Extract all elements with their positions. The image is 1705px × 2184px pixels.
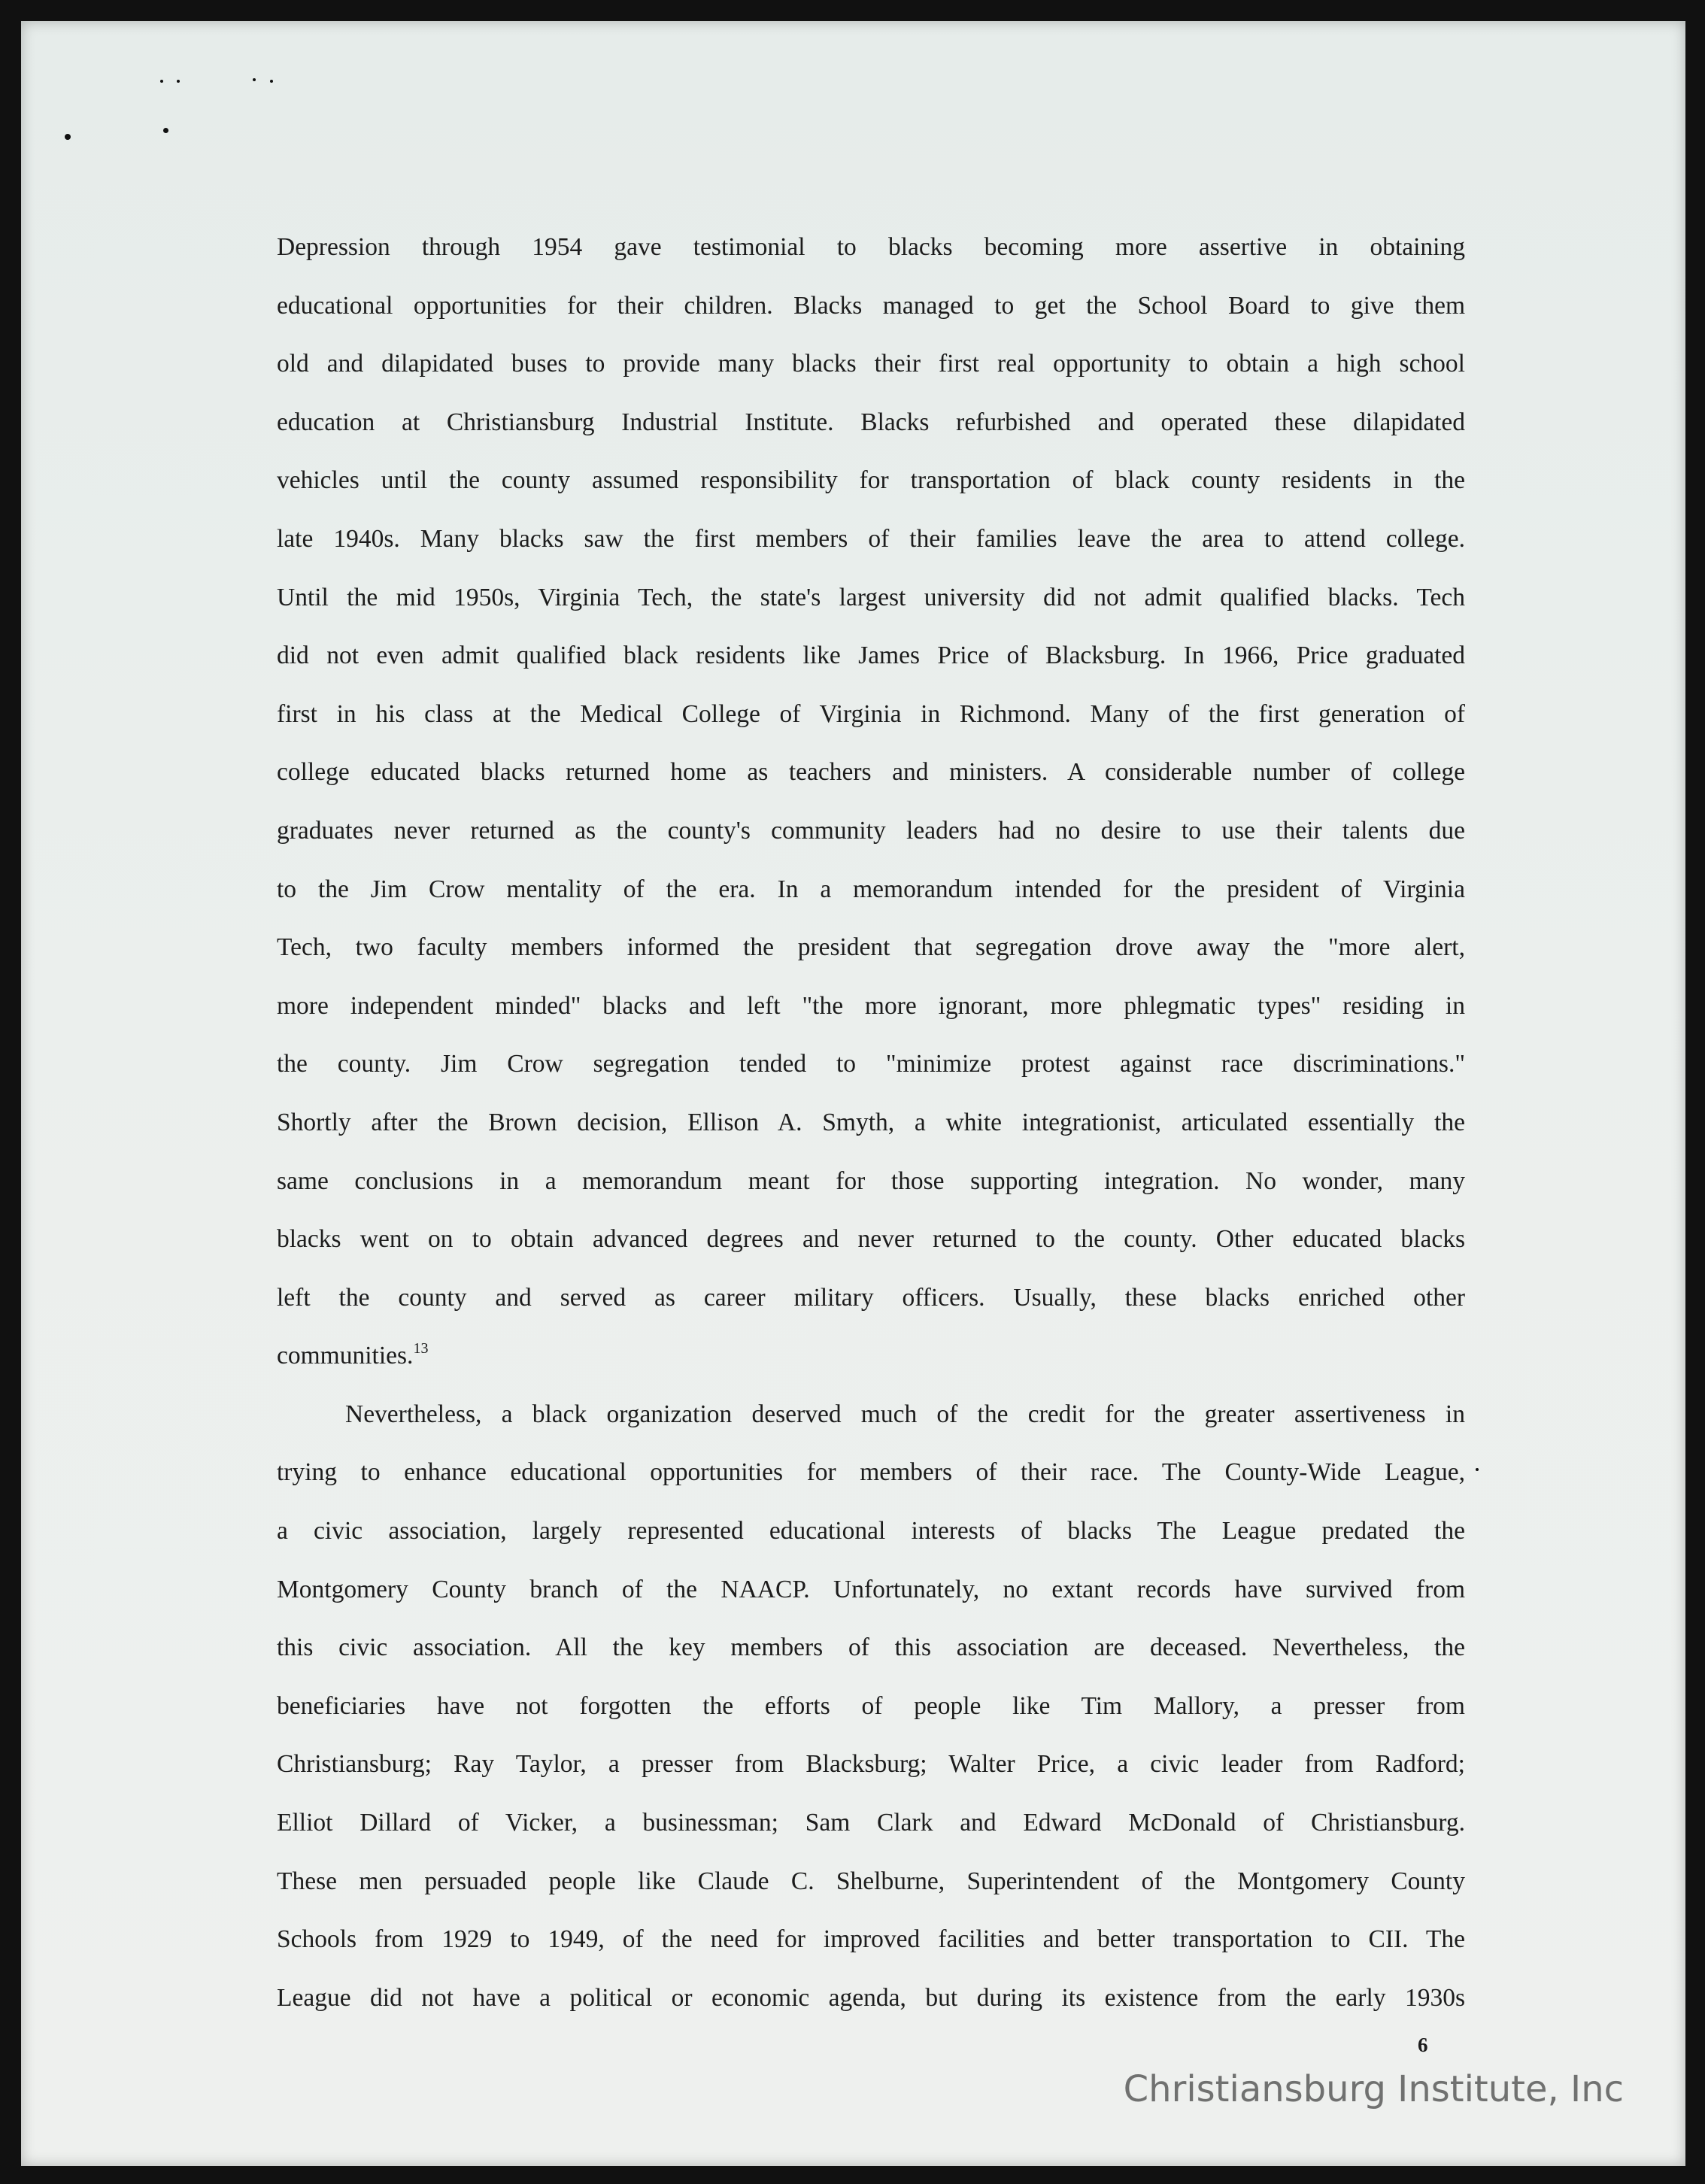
text-line: education at Christiansburg Industrial Institute. Blacks refurbished and operated these dilapidated <box>277 408 1465 436</box>
speck-mark <box>1476 1468 1479 1471</box>
text-line: Elliot Dillard of Vicker, a businessman; Sam Clark and Edward McDonald of Christiansburg. <box>277 1809 1465 1837</box>
paragraph-2 <box>277 1385 1465 2028</box>
speck-mark <box>65 134 71 140</box>
text-line: late 1940s. Many blacks saw the first members of their families leave the area to attend college. <box>277 524 1465 553</box>
page-number: 6 <box>1418 2034 1428 2056</box>
text-line: Shortly after the Brown decision, Ellison A. Smyth, a white integrationist, articulated essentially the <box>277 1108 1465 1136</box>
footnote-marker: 13 <box>413 1340 429 1357</box>
text-line: educational opportunities for their children. Blacks managed to get the School Board to give them <box>277 291 1465 320</box>
text-line: a civic association, largely represented educational interests of blacks The League predated the <box>277 1517 1465 1545</box>
text-line: to the Jim Crow mentality of the era. In a memorandum intended for the president of Virginia <box>277 875 1465 903</box>
final-line-text: communities. <box>277 1342 414 1370</box>
text-line: trying to enhance educational opportunities for members of their race. The County-Wide League, <box>277 1458 1465 1487</box>
text-line: vehicles until the county assumed responsibility for transportation of black county residents in the <box>277 466 1465 495</box>
text-line: old and dilapidated buses to provide many blacks their first real opportunity to obtain a high school <box>277 350 1465 378</box>
text-line: left the county and served as career military officers. Usually, these blacks enriched other <box>277 1283 1465 1312</box>
text-line: Depression through 1954 gave testimonial to blacks becoming more assertive in obtaining <box>277 233 1465 261</box>
text-line: graduates never returned as the county's community leaders had no desire to use their talents due <box>277 816 1465 845</box>
text-line: blacks went on to obtain advanced degrees and never returned to the county. Other educated blacks <box>277 1225 1465 1254</box>
text-line: same conclusions in a memorandum meant for those supporting integration. No wonder, many <box>277 1166 1465 1195</box>
speck-mark <box>177 80 180 83</box>
speck-mark <box>160 80 163 83</box>
text-line: more independent minded" blacks and left "the more ignorant, more phlegmatic types" residing in <box>277 991 1465 1020</box>
speck-mark <box>253 78 256 81</box>
text-line: Tech, two faculty members informed the president that segregation drove away the "more alert, <box>277 933 1465 962</box>
text-line: did not even admit qualified black residents like James Price of Blacksburg. In 1966, Price graduated <box>277 642 1465 670</box>
paragraph-1 <box>277 218 1465 1385</box>
body-text <box>277 218 1465 2027</box>
text-line: Christiansburg; Ray Taylor, a presser from Blacksburg; Walter Price, a civic leader from Radford; <box>277 1750 1465 1779</box>
watermark: Christiansburg Institute, Inc <box>1123 2068 1624 2110</box>
text-line: These men persuaded people like Claude C. Shelburne, Superintendent of the Montgomery County <box>277 1867 1465 1895</box>
text-line: Montgomery County branch of the NAACP. Unfortunately, no extant records have survived from <box>277 1575 1465 1603</box>
speck-mark <box>163 128 168 133</box>
text-line-final <box>277 1327 1465 1385</box>
speck-mark <box>270 80 273 83</box>
text-line: this civic association. All the key members of this association are deceased. Nevertheless, the <box>277 1633 1465 1662</box>
text-line: League did not have a political or economic agenda, but during its existence from the early 1930s <box>277 1983 1465 2012</box>
scanned-page <box>21 21 1685 2166</box>
text-line: the county. Jim Crow segregation tended to "minimize protest against race discriminations." <box>277 1050 1465 1078</box>
text-line: first in his class at the Medical College of Virginia in Richmond. Many of the first generation of <box>277 699 1465 728</box>
text-line: Until the mid 1950s, Virginia Tech, the state's largest university did not admit qualified blacks. Tech <box>277 583 1465 611</box>
text-line-indented: Nevertheless, a black organization deserved much of the credit for the greater assertiveness in <box>345 1400 1465 1428</box>
text-line: Schools from 1929 to 1949, of the need for improved facilities and better transportation to CII. The <box>277 1925 1465 1954</box>
text-line: college educated blacks returned home as teachers and ministers. A considerable number of college <box>277 758 1465 787</box>
text-line: beneficiaries have not forgotten the efforts of people like Tim Mallory, a presser from <box>277 1691 1465 1720</box>
